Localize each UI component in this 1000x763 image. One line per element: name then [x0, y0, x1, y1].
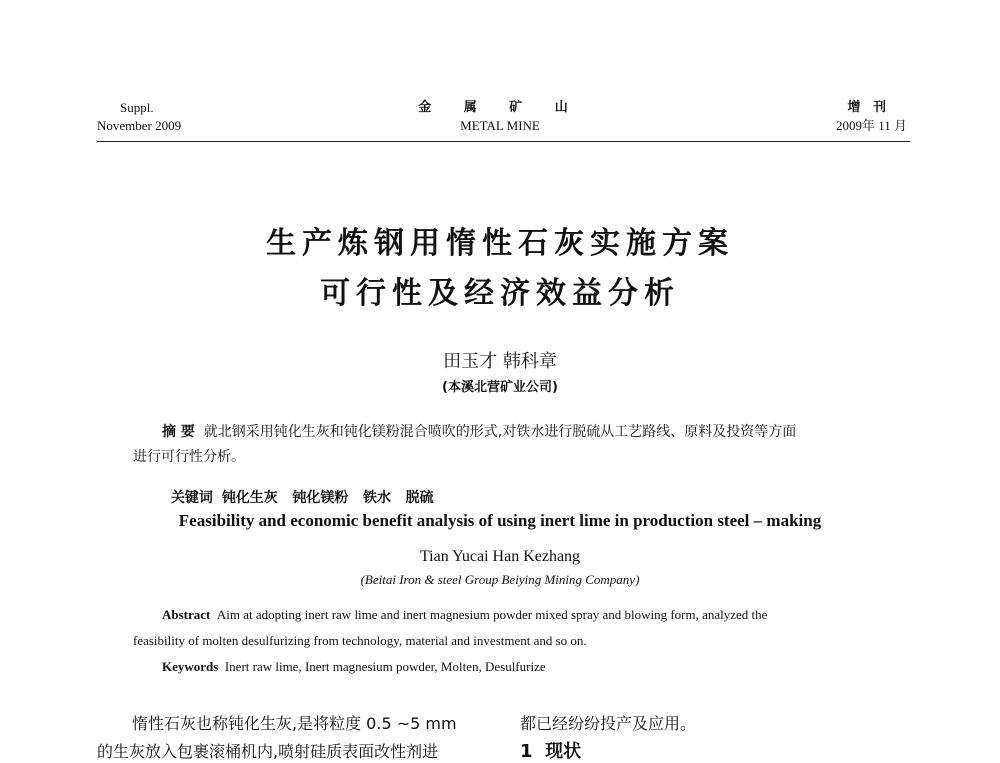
keywords-cn-text: 钝化生灰 钝化镁粉 铁水 脱硫 [221, 490, 434, 506]
abstract-cn-text-1: 就北钢采用钝化生灰和钝化镁粉混合喷吹的形式,对铁水进行脱硫从工艺路线、原料及投资等方面 [203, 424, 797, 440]
abstract-en-line-1 [162, 607, 767, 623]
abstract-cn-label: 摘 要 [162, 424, 195, 440]
keywords-en [162, 659, 546, 675]
header-rule [97, 141, 910, 142]
body-left-line-2: 的生灰放入包裹滚桶机内,喷射硅质表面改性剂进 [97, 742, 439, 761]
authors-cn: 田玉才 韩科章 [443, 351, 557, 372]
abstract-en-text-1: Aim at adopting inert raw lime and inert magnesium powder mixed spray and blowing form, analyzed the [216, 607, 768, 622]
keywords-cn-label: 关键词 [170, 490, 213, 506]
header-suppl: Suppl. [120, 100, 154, 115]
title-en: Feasibility and economic benefit analysis of using inert lime in production steel – making [178, 511, 822, 530]
abstract-en-text-2: feasibility of molten desulfurizing from technology, material and investment and so on. [133, 633, 587, 648]
header-supplement-cn: 增 刊 [847, 100, 890, 115]
title-line-2: 可行性及经济效益分析 [320, 276, 680, 311]
section-heading [520, 737, 581, 763]
header-date-cn: 2009年 11 月 [835, 118, 907, 133]
keywords-en-label: Keywords [162, 659, 219, 674]
abstract-en-label: Abstract [162, 607, 211, 622]
section-number: 1 [520, 741, 533, 762]
keywords-en-text: Inert raw lime, Inert magnesium powder, Molten, Desulfurize [224, 659, 546, 674]
header-journal-cn: 金 属 矿 山 [418, 100, 582, 115]
header-journal-en: METAL MINE [460, 118, 540, 133]
title-line-1: 生产炼钢用惰性石灰实施方案 [266, 226, 734, 261]
body-right-line-1: 都已经纷纷投产及应用。 [520, 714, 697, 733]
section-title: 现状 [545, 741, 582, 762]
header-date-en: November 2009 [97, 118, 182, 133]
keywords-cn [162, 471, 434, 507]
affiliation-en: (Beitai Iron & steel Group Beiying Mining Company) [360, 572, 640, 587]
authors-en: Tian Yucai Han Kezhang [419, 548, 581, 565]
body-left-line-1: 惰性石灰也称钝化生灰,是将粒度 0.5 ~5 mm [132, 714, 457, 733]
abstract-cn-text-2: 进行可行性分析。 [133, 449, 245, 465]
affiliation-cn: (本溪北营矿业公司) [442, 380, 558, 395]
abstract-cn-line-1 [162, 421, 902, 441]
